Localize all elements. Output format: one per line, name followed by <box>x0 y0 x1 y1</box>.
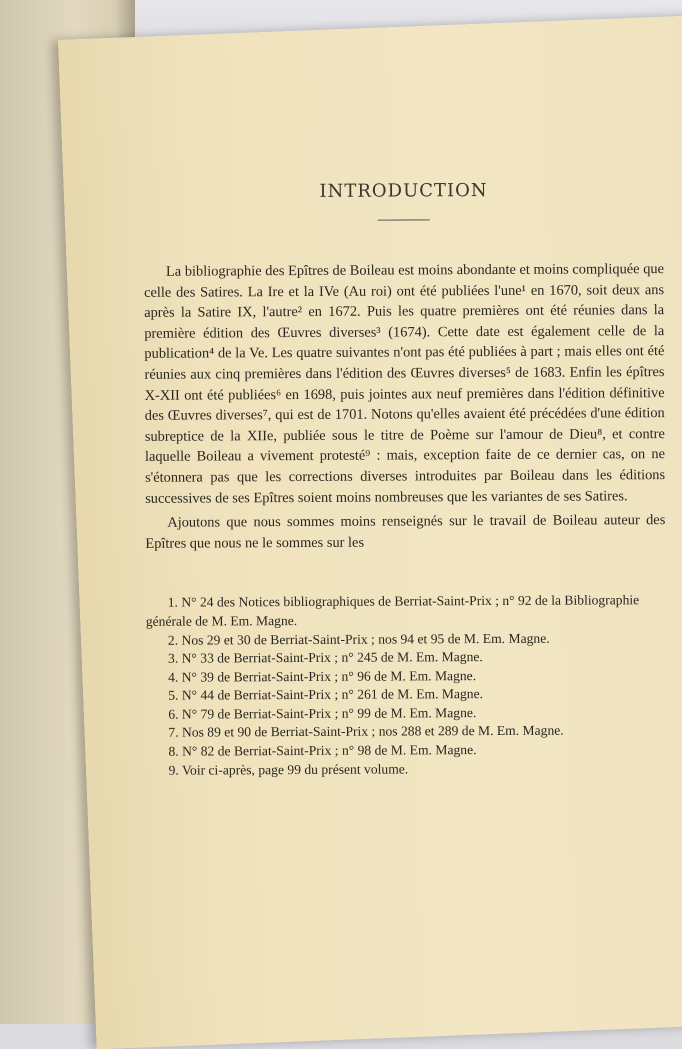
footnote: 2. Nos 29 et 30 de Berriat-Saint-Prix ; nos 94 et 95 de M. Em. Magne. <box>167 630 550 648</box>
page-content <box>144 179 667 780</box>
footnote: 6. N° 79 de Berriat-Saint-Prix ; n° 99 de M. Em. Magne. <box>168 704 477 722</box>
footnote: 3. N° 33 de Berriat-Saint-Prix ; n° 245 de M. Em. Magne. <box>167 649 483 666</box>
footnote: 9. Voir ci-après, page 99 du présent volume. <box>168 761 409 778</box>
body-text <box>144 259 666 554</box>
book-page <box>58 15 682 1049</box>
footnote: 1. N° 24 des Notices bibliographiques de Berriat-Saint-Prix ; n° 92 de la Bibliographie générale de M. Em. Magne. <box>145 592 640 629</box>
title-rule <box>378 219 430 220</box>
footnote: 8. N° 82 de Berriat-Saint-Prix ; n° 98 de M. Em. Magne. <box>168 742 477 759</box>
footnote: 4. N° 39 de Berriat-Saint-Prix ; n° 96 de M. Em. Magne. <box>168 667 477 685</box>
paragraph: Ajoutons que nous sommes moins renseignés sur le travail de Boileau auteur des Epîtres que nous ne le sommes sur les <box>145 512 666 552</box>
footnote: 5. N° 44 de Berriat-Saint-Prix ; n° 261 de M. Em. Magne. <box>168 686 484 703</box>
footnote: 7. Nos 89 et 90 de Berriat-Saint-Prix ; nos 288 et 289 de M. Em. Magne. <box>168 723 564 741</box>
footnotes <box>146 591 667 780</box>
page-title: INTRODUCTION <box>319 180 488 202</box>
paragraph: La bibliographie des Epîtres de Boileau est moins abondante et moins compliquée que celle des Satires. La Ire et la IVe (Au roi) ont été publiées l'une¹ en 1670, soit deux ans après la Satire IX, l'autre² en 1672. Puis les quatre premières ont été réunies dans la première édition des Œuvres diverses³ (1674). Cette date est également celle de la publication⁴ de la Ve. Les quatre suivantes n'ont pas été publiées à part ; mais elles ont été réunies aux cinq premières dans l'édition des Œuvres diverses⁵ de 1683. Enfin les épîtres X-XII ont été publiées⁶ en 1698, puis jointes aux neuf premières dans l'édition définitive des Œuvres diverses⁷, qui est de 1701. Notons qu'elles avaient été précédées d'une édition subreptice de la XIIe, publiée sous le titre de Poème sur l'amour de Dieu⁸, et contre laquelle Boileau a vivement protesté⁹ : mais, exception faite de ce dernier cas, on ne s'étonnera pas que les corrections diverses introduites par Boileau dans les éditions successives de ses Epîtres soient moins nombreuses que les variantes de ses Satires. <box>144 261 666 507</box>
